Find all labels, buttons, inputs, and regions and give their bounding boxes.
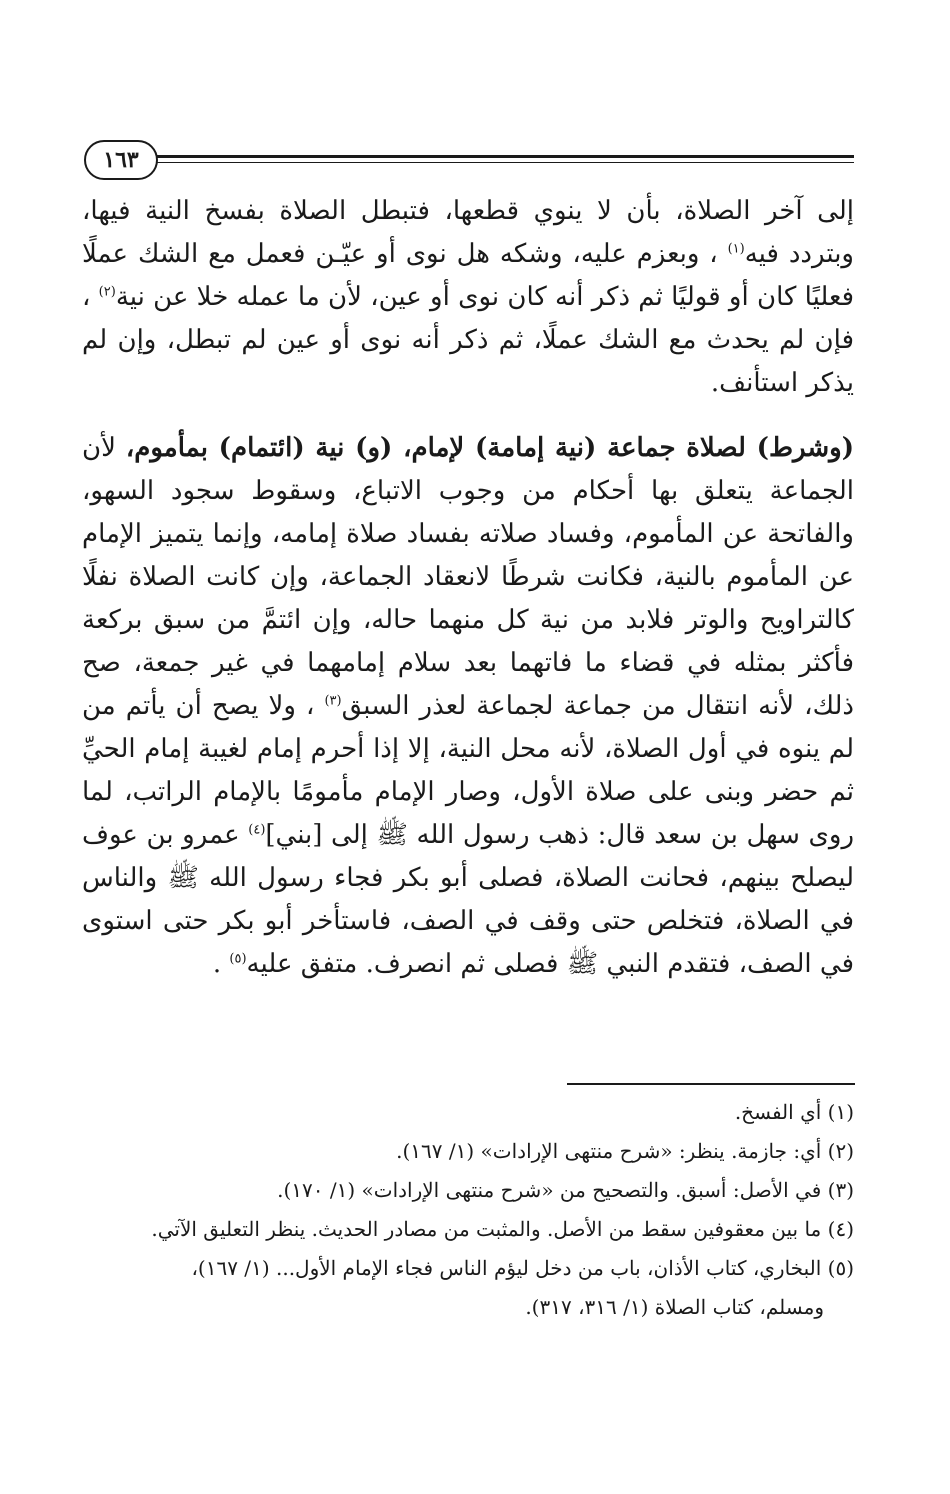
- footnote-ref-1: (١): [727, 241, 745, 257]
- paragraph-1: [82, 190, 854, 405]
- footnote-ref-3: (٣): [324, 693, 342, 709]
- paragraph-text: ، ولا يصح أن يأتم من لم ينوه في أول الصلاة، لأنه محل النية، إلا إذا أحرم إمام لغيبة إمام الحيِّ ثم حضر وبنى على صلاة الأول، وصار الإمام مأمومًا بالإمام الراتب، لما روى سهل بن سعد قال: ذهب رسول الله ﷺ إلى [بني]: [82, 691, 854, 850]
- footnote-separator: [567, 1083, 855, 1085]
- footnote-1: (١) أي الفسخ.: [734, 1100, 854, 1124]
- footnote-2: (٢) أي: جازمة. ينظر: «شرح منتهى الإرادات» (١/ ١٦٧).: [396, 1139, 854, 1163]
- footnote-ref-5: (٥): [229, 951, 247, 967]
- paragraph-text: عمرو بن عوف ليصلح بينهم، فحانت الصلاة، فصلى أبو بكر فجاء رسول الله ﷺ والناس في الصلاة، فتخلص حتى وقف في الصف، فاستأخر أبو بكر حتى استوى في الصف، فتقدم النبي ﷺ فصلى ثم انصرف. متفق عليه: [82, 820, 854, 979]
- page-number: ١٦٣: [84, 140, 158, 180]
- header-rule: [144, 155, 854, 158]
- paragraph-text: .: [212, 949, 230, 979]
- footnotes: [82, 1093, 854, 1327]
- footnote-ref-4: (٤): [248, 822, 266, 838]
- footnote-ref-2: (٢): [98, 284, 116, 300]
- paragraph-text: ، وبعزم عليه، وشكه هل نوى أو عيّـن فعمل مع الشك عملًا فعليًا كان أو قوليًا ثم ذكر أنه كان نوى أو عين، لأن ما عمله خلا عن نية: [82, 239, 854, 312]
- paragraph-text: إلى آخر الصلاة، بأن لا ينوي قطعها، فتبطل الصلاة بفسخ النية فيها، وبتردد فيه: [82, 196, 855, 269]
- main-text: [82, 190, 854, 986]
- footnote-5-continuation: ومسلم، كتاب الصلاة (١/ ٣١٦، ٣١٧).: [525, 1295, 824, 1319]
- page-header: [84, 138, 854, 182]
- bold-terms: (وشرط) لصلاة جماعة (نية إمامة) لإمام، (و) نية (ائتمام) بمأموم،: [125, 433, 854, 463]
- paragraph-text: لأن الجماعة يتعلق بها أحكام من وجوب الاتباع، وسقوط سجود السهو، والفاتحة عن المأموم، وفساد صلاته بفساد صلاة إمامه، وإنما يتميز الإمام عن المأموم بالنية، فكانت شرطًا لانعقاد الجماعة، وإن كانت الصلاة نفلًا كالتراويح والوتر فلابد من نية كل منهما حاله، وإن ائتمَّ من سبق بركعة فأكثر بمثله في قضاء ما فاتهما بعد سلام إمامهما في غير جمعة، صح ذلك، لأنه انتقال من جماعة لجماعة لعذر السبق: [82, 433, 854, 721]
- paragraph-text: ، فإن لم يحدث مع الشك عملًا، ثم ذكر أنه نوى أو عين لم تبطل، وإن لم يذكر استأنف.: [82, 282, 854, 398]
- header-rule-thin: [144, 162, 854, 163]
- footnote-4: (٤) ما بين معقوفين سقط من الأصل. والمثبت من مصادر الحديث. ينظر التعليق الآتي.: [151, 1217, 854, 1241]
- footnote-3: (٣) في الأصل: أسبق. والتصحيح من «شرح منتهى الإرادات» (١/ ١٧٠).: [277, 1178, 854, 1202]
- footnote-5: (٥) البخاري، كتاب الأذان، باب من دخل ليؤم الناس فجاء الإمام الأول... (١/ ١٦٧)،: [191, 1256, 854, 1280]
- paragraph-2: [82, 427, 854, 986]
